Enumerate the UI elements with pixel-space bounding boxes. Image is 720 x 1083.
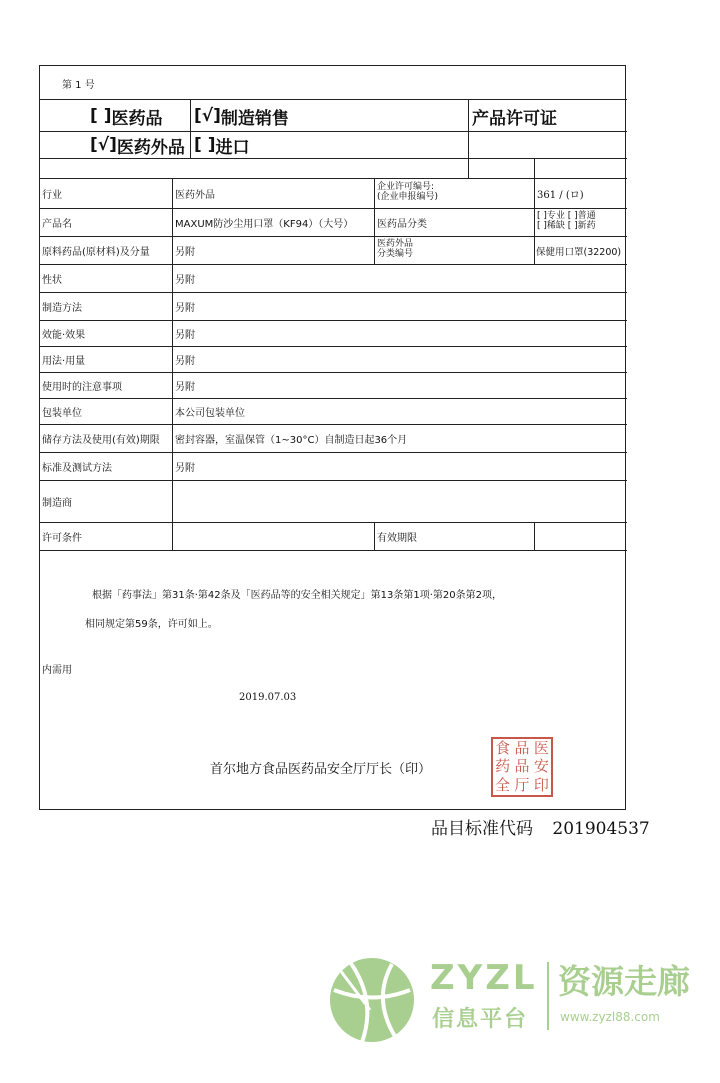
rule [40,522,627,523]
storage-label: 储存方法及使用(有效)期限 [42,435,160,446]
license-no-value: 361 / (ロ) [537,190,584,201]
packaging-label: 包装单位 [42,408,82,419]
seal-char: 药 [495,757,511,776]
raw-material-label: 原料药品(原材料)及分量 [42,247,150,258]
standards-label: 标准及测试方法 [42,463,112,474]
rule [40,346,627,347]
validity-label: 有效期限 [377,533,417,544]
legal-basis-line: 相同规定第59条，许可如上。 [85,619,218,630]
drug-category-line: [ ]专业 [ ]普通 [537,211,596,221]
seal-char: 品 [514,738,530,757]
rule [40,398,627,399]
rule [534,178,535,264]
basketball-logo-icon [322,950,422,1045]
rule [40,452,627,453]
seal-char: 品 [514,757,530,776]
standard-code [431,814,650,839]
license-no-label-line: 企业许可编号: [377,182,435,192]
product-name-value: MAXUM防沙尘用口罩（KF94）（大号） [175,219,354,230]
rule [40,320,627,321]
header-quasi-drug-label: 医药外品 [116,137,185,158]
rule [40,550,627,551]
standard-code-value: 201904537 [552,819,650,839]
header-drug-label: 医药品 [111,108,163,129]
manufacturer-label: 制造商 [42,498,72,509]
header-import-option [194,132,249,158]
legal-basis-line: 根据「药事法」第31条·第42条及「医药品等的安全相关规定」第13条第1项·第20条第2项， [92,590,502,601]
license-document [39,65,626,810]
watermark-url: www.zyzl88.com [560,1010,660,1024]
watermark-divider [547,962,549,1030]
manufacturing-value: 另附 [175,303,195,314]
watermark-brand-sub: 信息平台 [432,1007,529,1032]
seal-char: 医 [533,738,549,757]
issue-date: 2019.07.03 [239,692,297,703]
storage-value: 密封容器，室温保管（1~30°C）自制造日起36个月 [175,435,408,446]
raw-material-value: 另附 [175,247,195,258]
seal-char: 食 [495,738,511,757]
rule [468,99,469,178]
header-title: 产品许可证 [472,108,557,129]
issuing-authority: 首尔地方食品医药品安全厅厅长（印） [210,762,432,777]
industry-value: 医药外品 [175,190,215,201]
seal-char: 全 [495,776,511,795]
rule [190,99,191,158]
header-manufacture-label: 制造销售 [220,108,289,129]
rule [40,292,627,293]
properties-value: 另附 [175,275,195,286]
header-import-label: 进口 [215,137,250,158]
usage-value: 另附 [175,356,195,367]
rule [40,264,627,265]
packaging-value: 本公司包装单位 [175,408,245,419]
checkbox-marker: [ ] [194,135,216,155]
quasi-drug-code-value: 保健用口罩(32200) [536,246,622,258]
quasi-drug-code-label-line: 分类编号 [377,249,414,259]
efficacy-label: 效能·效果 [42,330,86,341]
rule [40,480,627,481]
checkbox-marker: [√] [194,106,221,126]
watermark-name: 资源走廊 [558,962,690,1001]
rule [172,178,173,550]
usage-label: 用法·用量 [42,356,86,367]
header-quasi-drug-option [90,132,185,158]
efficacy-value: 另附 [175,330,195,341]
standard-code-label: 品目标准代码 [431,819,533,839]
precautions-value: 另附 [175,382,195,393]
license-no-label [377,182,438,202]
industry-label: 行业 [42,190,62,201]
internal-use-label: 内需用 [42,665,72,676]
license-no-label-line: (企业申报编号) [377,192,439,202]
rule [374,522,375,550]
manufacturing-label: 制造方法 [42,303,82,314]
product-name-label: 产品名 [42,219,72,230]
watermark-brand: ZYZL [430,958,538,998]
drug-category-line: [ ]稀缺 [ ]新药 [537,221,596,231]
quasi-drug-code-label [377,239,413,259]
checkbox-marker: [√] [90,135,117,155]
rule [40,99,627,100]
quasi-drug-code-label-line: 医药外品 [377,239,414,249]
watermark [322,950,712,1045]
rule [534,158,535,178]
standards-value: 另附 [175,463,195,474]
seal-char: 安 [533,757,549,776]
rule [374,178,375,264]
header-drug-option [90,102,162,130]
conditions-label: 许可条件 [42,533,82,544]
rule [40,158,627,159]
drug-category-label: 医药品分类 [377,219,427,230]
header-manufacture-option [194,102,289,130]
precautions-label: 使用时的注意事项 [42,382,122,393]
official-seal [491,737,553,797]
doc-number: 第 1 号 [62,80,95,91]
rule [534,522,535,550]
seal-char: 印 [533,776,549,795]
properties-label: 性状 [42,275,62,286]
drug-category-value [537,211,596,231]
seal-char: 厅 [514,776,530,795]
checkbox-marker: [ ] [90,106,112,126]
rule [40,372,627,373]
